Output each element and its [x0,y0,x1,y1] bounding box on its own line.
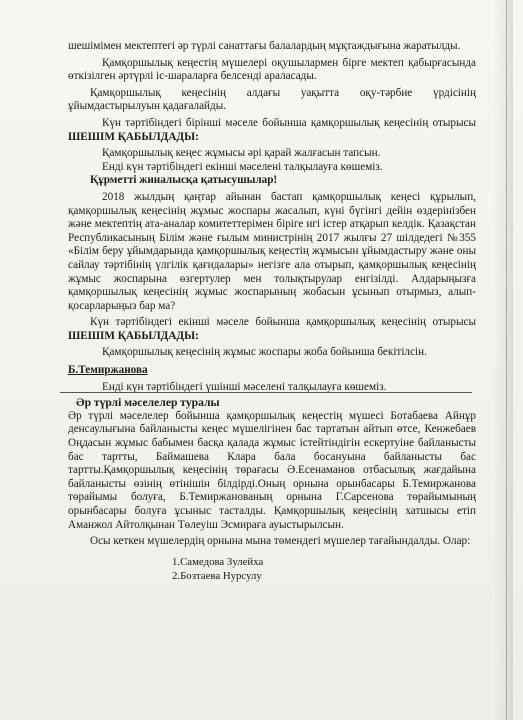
paragraph-13: Осы кеткен мүшелердің орнына мына төмендегі мүшелер тағайындалды. Олар: [90,535,471,548]
paragraph-10: Қамқоршылық кеңесінің жұмыс жоспары жоба бойынша бекітілсін. [102,346,427,359]
decision-2-text: Күн тәртібіндегі екінші мәселе бойынша қамқоршылық кеңесінің отырысы [90,316,476,329]
paragraph-12: Әр түрлі мәселелер бойынша қамқоршылық кеңестің мүшесі Ботабаева Айнұр денсаулығына байланысты кеңес мүшелігінен бас тартатын айтып өтсе, Кенжебаев Оңдасын жұмыс бабымен басқа қалада жұмыс істейтіндігін ескертуіне байланысты бас тартты, Баймашева Клара бала босануына байланысты бас тартты.Қамқоршылық кеңесінің төрағасы Ә.Есенаманов отбасылық жағдайына байланысты өзінің өтінішін білдірді.Оның орнына орынбасары Б.Темиржанова төрайымы болуға, Б.Темиржанованың орнына Г.Сарсенова төрайымының орынбасары болуға ұсыныс тасталды. Қамқоршылық кеңесінің хатшысы етіп Аманжол Айтолқынан Төлеуіш Эсмираға ауыстырылсын. [68,409,476,531]
members-list [172,555,476,583]
paragraph-11: Енді күн тәртібіндегі үшінші мәселені талқылауға көшеміз. [102,380,387,393]
paragraph-1: шешімімен мектептегі әр түрлі санаттағы балалардың мұқтаждығына жаратылды. [68,40,461,52]
separator-line [60,392,472,393]
paragraph-8: 2018 жылдың қаңтар айынан бастап қамқоршылық кеңесі құрылып, қамқоршылық кеңесінің жұмыс жоспары жасалып, күні бүгінгі дейін өздерінізбен және мектептің ата-аналар комитеттерімен біріге игі істер атқарып келдік. Қазақстан Республикасының Білім және ғылым министрінің 2017 жылғы 27 шілдедегі №355 «Білім беру ұйымдарында қамқоршылық кеңестің жұмысын ұйымдастыру және оны сайлау тәртібінің үлгілік қағидалары» негізге ала отырып, қамқоршылық кеңесінің жұмыс жоспарына өзгертулер мен толықтырулар енгізілді. Алдарыңызға қамқоршылық кеңесінің жұмыс жоспарының жобасын ұсынып отырмыз, алып-қосарларыңыз бар ма? [68,190,476,312]
page-edge-line [506,0,507,720]
document-body [68,40,476,583]
paragraph-9-decision-2 [68,316,476,343]
decision-2-label: ШЕШІМ ҚАБЫЛДАДЫ: [68,329,199,342]
paragraph-7-address: Құрметті жиналысқа қатысушылар! [90,174,278,187]
paragraph-6: Енді күн тәртібіндегі екінші мәселені талқылауға көшеміз. [102,160,383,173]
speaker-name: Б.Темиржанова [68,364,148,377]
paragraph-3: Қамқоршылық кеңесінің алдағы уақытта оқу-тәрбие үрдісінің ұйымдастырылуын қадағалайды. [68,86,476,113]
decision-1-text: Күн тәртібіндегі бірінші мәселе бойынша қамқоршылық кеңесінің отырысы [102,116,476,129]
paragraph-2: Қамқоршылық кеңестің мүшелері оқушылармен бірге мектеп қабырғасында өткізілген әртүрлі іс-шараларға белсенді араласады. [68,56,476,83]
member-item: 2.Бозтаева Нурсулу [172,569,262,582]
paragraph-4-decision-1 [68,117,476,144]
section-heading: Әр түрлі мәселелер туралы [76,396,220,410]
member-item: 1.Самедова Зулейха [172,555,264,568]
paragraph-5: Қамқоршылық кеңес жұмысы әрі қарай жалғасын тапсын. [102,147,381,160]
decision-1-label: ШЕШІМ ҚАБЫЛДАДЫ: [68,130,199,143]
page-edge-shadow [493,0,513,720]
